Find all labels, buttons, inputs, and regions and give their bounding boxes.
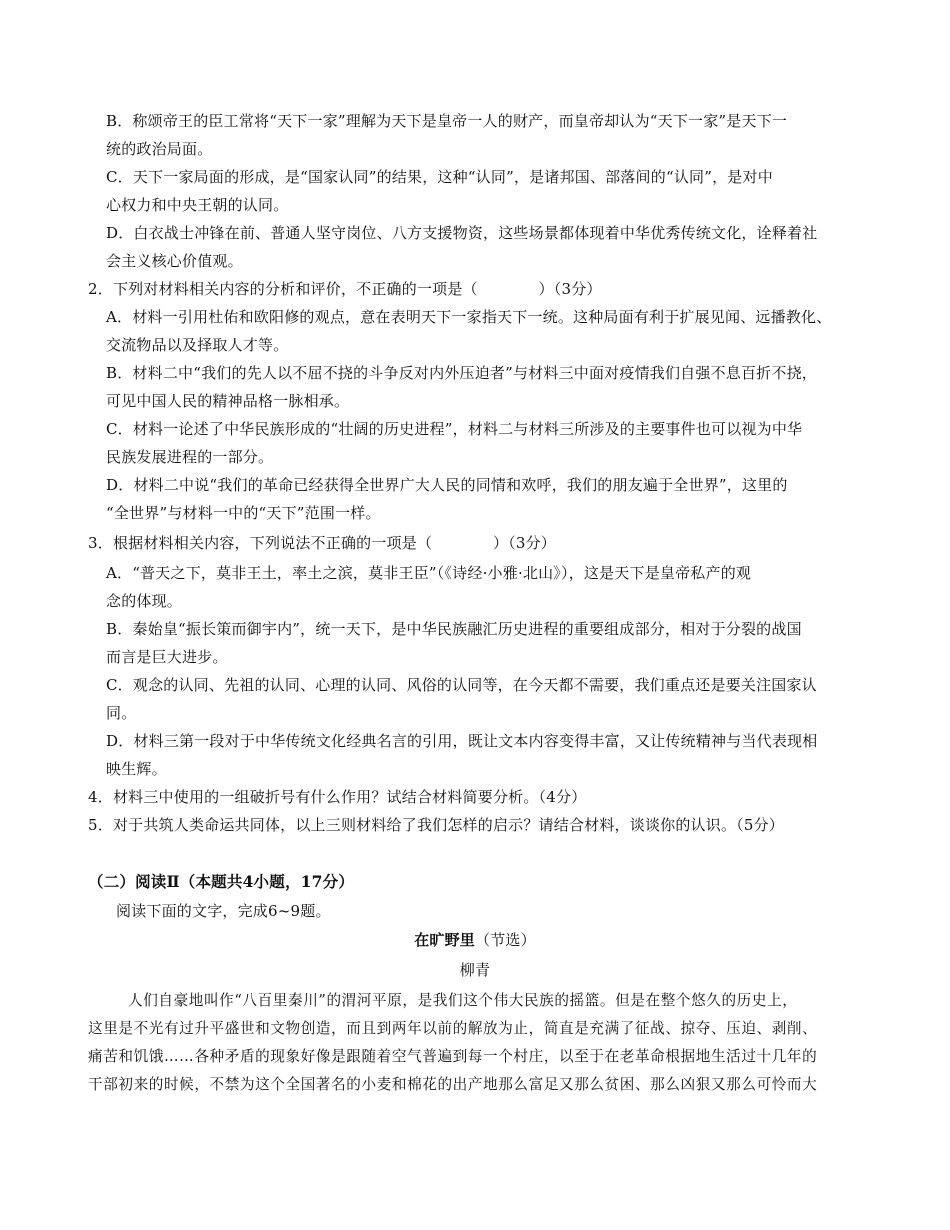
passage-title-note: （节选）	[475, 931, 536, 949]
q4-stem: 4．材料三中使用的一组破折号有什么作用？试结合材料简要分析。（4分）	[88, 788, 587, 806]
section-instruction: 阅读下面的文字，完成6~9题。	[116, 902, 331, 920]
q3-option-d-line2: 映生辉。	[106, 760, 167, 778]
q3-option-d-line1: D．材料三第一段对于中华传统文化经典名言的引用，既让文本内容变得丰富，又让传统精神与当代表现相	[106, 732, 818, 750]
q1-option-d-line2: 会主义核心价值观。	[106, 252, 243, 270]
q3-option-a-line1: A．“普天之下，莫非王土，率土之滨，莫非王臣”（《诗经·小雅·北山》），这是天下是皇帝私产的观	[106, 564, 752, 582]
q2-option-a-line2: 交流物品以及择取人才等。	[106, 336, 289, 354]
section-heading: （二）阅读Ⅱ（本题共4小题，17分）	[88, 872, 355, 891]
q2-option-b-line2: 可见中国人民的精神品格一脉相承。	[106, 392, 350, 410]
q1-option-b-line2: 统的政治局面。	[106, 140, 213, 158]
q2-option-d-line2: “全世界”与材料一中的“天下”范围一样。	[106, 504, 381, 522]
q1-option-c-line1: C．天下一家局面的形成，是“国家认同”的结果，这种“认同”，是诸邦国、部落间的“认同”，是对中	[106, 168, 773, 186]
q2-stem: 2．下列对材料相关内容的分析和评价，不正确的一项是（ ）（3分）	[88, 280, 602, 298]
passage-line-4: 干部初来的时候，不禁为这个全国著名的小麦和棉花的出产地那么富足又那么贫困、那么凶狠又那么可怜而大	[88, 1076, 818, 1093]
passage-line-3: 痛苦和饥饿……各种矛盾的现象好像是跟随着空气普遍到每一个村庄，以至于在老革命根据地生活过十几年的	[88, 1048, 818, 1065]
passage-author: 柳青	[459, 961, 491, 979]
q3-option-b-line1: B．秦始皇“振长策而御宇内”，统一天下，是中华民族融汇历史进程的重要组成部分，相对于分裂的战国	[106, 620, 802, 638]
q5-stem: 5．对于共筑人类命运共同体，以上三则材料给了我们怎样的启示？请结合材料，谈谈你的认识。（5分）	[88, 816, 784, 834]
q1-option-d-line1: D．白衣战士冲锋在前、普通人坚守岗位、八方支援物资，这些场景都体现着中华优秀传统文化，诠释着社	[106, 224, 818, 242]
passage-title	[0, 930, 950, 950]
q1-option-c-line2: 心权力和中央王朝的认同。	[106, 196, 289, 214]
q1-option-b-line1: B．称颂帝王的臣工常将“天下一家”理解为天下是皇帝一人的财产，而皇帝却认为“天下一家”是天下一	[106, 112, 788, 130]
q3-option-b-line2: 而言是巨大进步。	[106, 648, 228, 666]
q2-option-a-line1: A．材料一引用杜佑和欧阳修的观点，意在表明天下一家指天下一统。这种局面有利于扩展见闻、远播教化、	[106, 308, 832, 326]
q2-option-d-line1: D．材料二中说“我们的革命已经获得全世界广大人民的同情和欢呼，我们的朋友遍于全世界”，这里的	[106, 476, 788, 494]
q2-option-c-line2: 民族发展进程的一部分。	[106, 448, 274, 466]
passage-line-1: 人们自豪地叫作“八百里秦川”的渭河平原，是我们这个伟大民族的摇篮。但是在整个悠久的历史上，	[128, 992, 798, 1009]
q3-stem: 3．根据材料相关内容，下列说法不正确的一项是（ ）（3分）	[88, 534, 556, 552]
q3-option-c-line2: 同。	[106, 704, 137, 722]
passage-line-2: 这里是不光有过升平盛世和文物创造，而且到两年以前的解放为止，简直是充满了征战、掠夺、压迫、剥削、	[88, 1020, 818, 1037]
q3-option-a-line2: 念的体现。	[106, 592, 183, 610]
passage-title-text: 在旷野里	[414, 931, 475, 949]
q3-option-c-line1: C．观念的认同、先祖的认同、心理的认同、风俗的认同等，在今天都不需要，我们重点还是要关注国家认	[106, 676, 817, 694]
q2-option-b-line1: B．材料二中“我们的先人以不屈不挠的斗争反对内外压迫者”与材料三中面对疫情我们自强不息百折不挠，	[106, 364, 817, 382]
q2-option-c-line1: C．材料一论述了中华民族形成的“壮阔的历史进程”，材料二与材料三所涉及的主要事件也可以视为中华	[106, 420, 803, 438]
